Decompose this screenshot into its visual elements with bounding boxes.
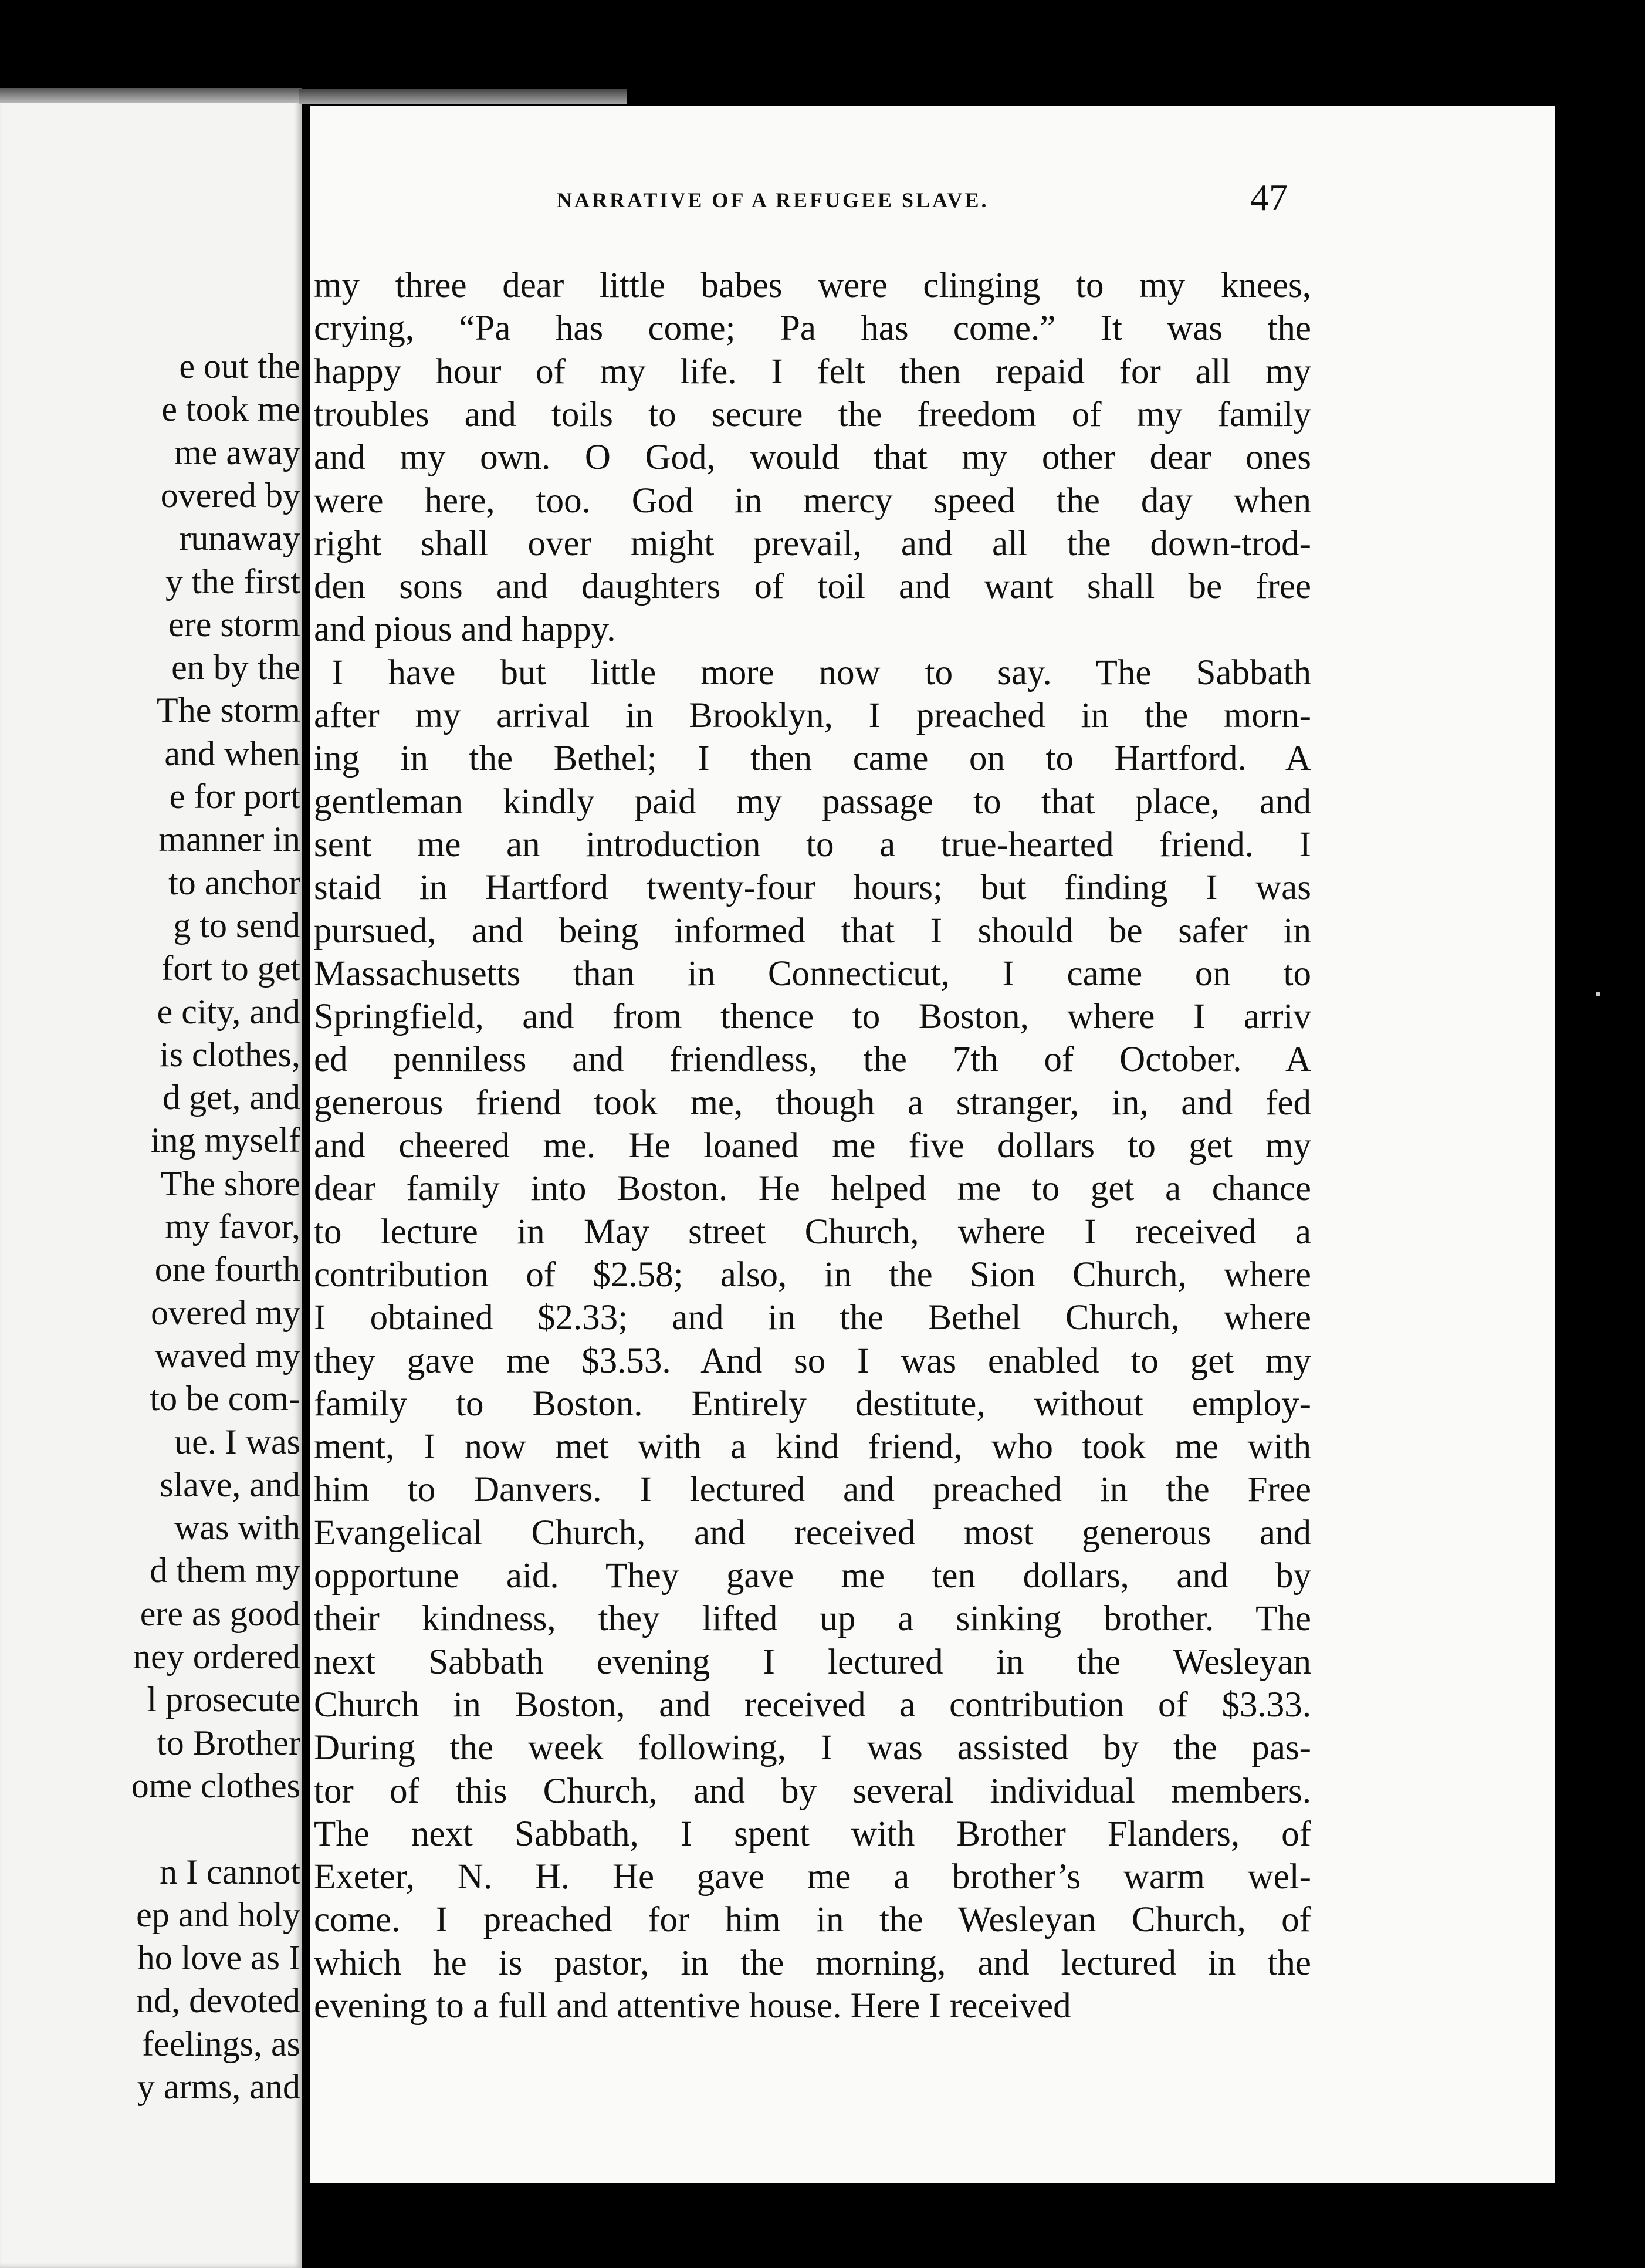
body-line: come. I preached for him in the Wesleyan Church, of bbox=[314, 1900, 1311, 1940]
left-page-line: slave, and bbox=[160, 1465, 300, 1504]
right-page bbox=[310, 106, 1555, 2183]
left-page-line: ere as good bbox=[140, 1594, 300, 1633]
left-page-line: ney ordered bbox=[133, 1637, 300, 1676]
left-page-line: overed by bbox=[160, 475, 300, 515]
left-page-line: to be com- bbox=[150, 1379, 300, 1418]
left-page-line: ep and holy bbox=[136, 1895, 300, 1934]
body-line: my three dear little babes were clinging to my knees, bbox=[314, 266, 1311, 305]
body-line: dear family into Boston. He helped me to get a chance bbox=[314, 1169, 1311, 1209]
body-line: opportune aid. They gave me ten dollars, and by bbox=[314, 1556, 1311, 1596]
body-line: happy hour of my life. I felt then repaid for all my bbox=[314, 351, 1311, 391]
left-page-line: one fourth bbox=[154, 1250, 300, 1289]
body-line: The next Sabbath, I spent with Brother Flanders, of bbox=[314, 1814, 1311, 1854]
left-page-line: ing myself bbox=[151, 1121, 300, 1160]
body-line: ing in the Bethel; I then came on to Hartford. A bbox=[314, 739, 1311, 779]
left-page-line: runaway bbox=[179, 519, 300, 558]
body-line: crying, “Pa has come; Pa has come.” It was the bbox=[314, 309, 1311, 349]
left-page-line: y the first bbox=[165, 562, 300, 601]
left-page-line: my favor, bbox=[165, 1207, 300, 1246]
left-page-line: me away bbox=[174, 432, 300, 472]
page-number: 47 bbox=[1250, 177, 1288, 218]
left-page-line: e took me bbox=[161, 390, 300, 429]
left-page-line: to anchor bbox=[168, 863, 300, 902]
left-page-line: fort to get bbox=[161, 949, 300, 988]
left-page-line: to Brother bbox=[157, 1723, 300, 1762]
body-line: During the week following, I was assisted by the pas- bbox=[314, 1728, 1311, 1768]
book-spine bbox=[302, 88, 310, 2268]
body-line: after my arrival in Brooklyn, I preached in the morn- bbox=[314, 696, 1311, 735]
left-page-line: ome clothes bbox=[131, 1766, 300, 1805]
left-page-line: nd, devoted bbox=[136, 1981, 300, 2020]
running-head: NARRATIVE OF A REFUGEE SLAVE. bbox=[557, 188, 989, 212]
body-line: Springfield, and from thence to Boston, where I arriv bbox=[314, 997, 1311, 1037]
left-page-line: waved my bbox=[154, 1336, 300, 1375]
body-line: right shall over might prevail, and all the down-trod- bbox=[314, 523, 1311, 563]
left-page-line: e for port bbox=[169, 777, 300, 816]
body-line: him to Danvers. I lectured and preached in the Free bbox=[314, 1470, 1311, 1510]
body-line: troubles and toils to secure the freedom of my family bbox=[314, 394, 1311, 434]
body-line: ment, I now met with a kind friend, who took me with bbox=[314, 1427, 1311, 1467]
body-line: their kindness, they lifted up a sinking brother. The bbox=[314, 1599, 1311, 1639]
left-page-line: feelings, as bbox=[142, 2024, 300, 2063]
left-page-line: manner in bbox=[158, 820, 300, 859]
body-line: evening to a full and attentive house. Here I received bbox=[314, 1986, 1071, 2026]
left-page-line: and when bbox=[164, 734, 300, 773]
body-line: Evangelical Church, and received most generous and bbox=[314, 1513, 1311, 1553]
body-line: I have but little more now to say. The Sabbath bbox=[331, 653, 1311, 692]
left-page-line: ho love as I bbox=[137, 1938, 300, 1978]
left-page-line: e out the bbox=[179, 347, 300, 386]
left-page-line: en by the bbox=[171, 648, 300, 687]
left-page-line: l prosecute bbox=[147, 1680, 300, 1719]
body-line: contribution of $2.58; also, in the Sion Church, where bbox=[314, 1255, 1311, 1294]
body-line: pursued, and being informed that I should be safer in bbox=[314, 911, 1311, 951]
body-line: next Sabbath evening I lectured in the Wesleyan bbox=[314, 1642, 1311, 1682]
left-page-line: was with bbox=[174, 1508, 300, 1547]
left-page-line: overed my bbox=[151, 1293, 300, 1332]
left-page bbox=[0, 88, 302, 2268]
left-page-line: d them my bbox=[150, 1551, 300, 1590]
body-line: I obtained $2.33; and in the Bethel Church, where bbox=[314, 1298, 1311, 1338]
body-line: were here, too. God in mercy speed the day when bbox=[314, 481, 1311, 520]
left-page-line: is clothes, bbox=[160, 1035, 300, 1074]
body-line: and my own. O God, would that my other dear ones bbox=[314, 438, 1311, 478]
body-line: and pious and happy. bbox=[314, 610, 616, 650]
body-line: generous friend took me, though a stranger, in, and fed bbox=[314, 1083, 1311, 1123]
right-page-top-edge bbox=[299, 89, 627, 104]
body-line: Church in Boston, and received a contribution of $3.33. bbox=[314, 1685, 1311, 1725]
body-line: tor of this Church, and by several individual members. bbox=[314, 1771, 1311, 1811]
body-line: they gave me $3.53. And so I was enabled to get my bbox=[314, 1341, 1311, 1381]
left-page-line: The storm bbox=[157, 691, 300, 730]
left-page-line: n I cannot bbox=[160, 1852, 300, 1891]
body-line: ed penniless and friendless, the 7th of October. A bbox=[314, 1040, 1311, 1080]
left-page-line: ere storm bbox=[168, 604, 300, 644]
body-line: and cheered me. He loaned me five dollars to get my bbox=[314, 1126, 1311, 1165]
left-page-line: g to send bbox=[173, 905, 300, 945]
left-page-line: d get, and bbox=[163, 1078, 300, 1117]
left-page-line: e city, and bbox=[157, 992, 300, 1031]
body-line: gentleman kindly paid my passage to that place, and bbox=[314, 782, 1311, 822]
left-page-line: y arms, and bbox=[137, 2067, 300, 2106]
body-line: Massachusetts than in Connecticut, I came on to bbox=[314, 954, 1311, 993]
scan-border bbox=[1555, 106, 1645, 2183]
body-line: den sons and daughters of toil and want shall be free bbox=[314, 567, 1311, 607]
body-line: Exeter, N. H. He gave me a brother’s warm wel- bbox=[314, 1857, 1311, 1897]
left-page-top-edge bbox=[0, 88, 302, 103]
body-line: sent me an introduction to a true-hearted friend. I bbox=[314, 824, 1311, 864]
body-line: family to Boston. Entirely destitute, without employ- bbox=[314, 1384, 1311, 1424]
body-line: to lecture in May street Church, where I received a bbox=[314, 1212, 1311, 1252]
left-page-line: ue. I was bbox=[174, 1422, 300, 1461]
body-line: staid in Hartford twenty-four hours; but finding I was bbox=[314, 868, 1311, 908]
left-page-line: The shore bbox=[160, 1164, 300, 1203]
body-line: which he is pastor, in the morning, and lectured in the bbox=[314, 1943, 1311, 1983]
